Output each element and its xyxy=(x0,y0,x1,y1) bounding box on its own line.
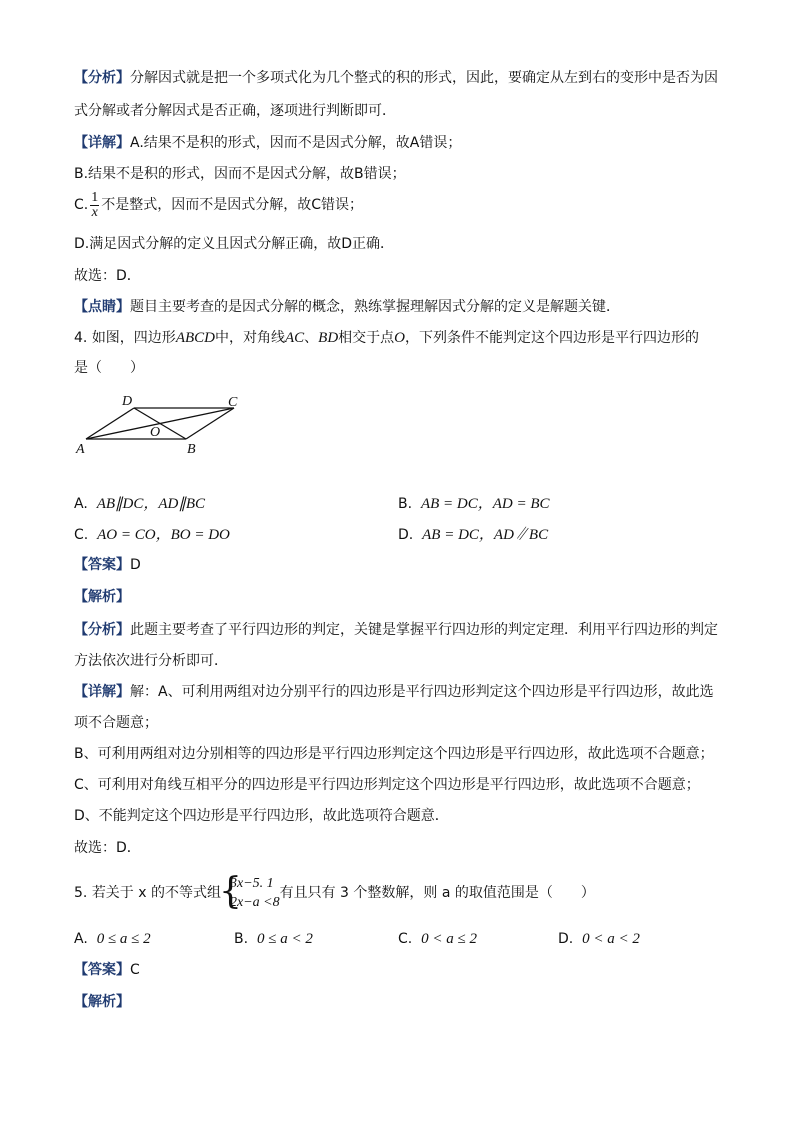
q4-option-c[interactable] xyxy=(74,525,230,545)
detail-text-1: A.结果不是积的形式，因而不是因式分解，故A错误； xyxy=(130,135,462,151)
q4-option-b[interactable] xyxy=(398,494,550,514)
q5-option-c-label: C. xyxy=(398,931,413,947)
q5-option-b-label: B. xyxy=(234,931,249,947)
q5-option-c[interactable] xyxy=(398,929,477,949)
comment-text: 题目主要考查的是因式分解的概念，熟练掌握理解因式分解的定义是解题关键． xyxy=(130,299,620,315)
inequality-2: 2x−a <8 xyxy=(230,895,280,910)
q5-option-a-label: A. xyxy=(74,931,88,947)
q5-stem-line xyxy=(74,870,595,916)
q4-stem-part-5: ，下列条件不能判定这个四边形是平行四边形的 xyxy=(405,330,699,346)
option-c-text: AO = CO，BO = DO xyxy=(97,527,230,543)
analysis-text-1: 分解因式就是把一个多项式化为几个整式的积的形式，因此，要确定从左到右的变形中是否为因 xyxy=(130,70,718,86)
inequality-system xyxy=(219,871,280,912)
q4-fx-text-1: 此题主要考查了平行四边形的判定，关键是掌握平行四边形的判定定理．利用平行四边形的判定 xyxy=(130,622,718,638)
detail-line-5: 故选：D． xyxy=(74,268,141,284)
q5-analysis-tag: 【解析】 xyxy=(74,994,130,1010)
q4-answer-value: D xyxy=(130,557,141,573)
q4-fx-tag: 【分析】 xyxy=(74,622,130,638)
q4-option-d[interactable] xyxy=(398,525,548,545)
q5-number: 5. xyxy=(74,885,92,901)
q4-xj-line-3: B、可利用两组对边分别相等的四边形是平行四边形判定这个四边形是平行四边形，故此选项不合题意； xyxy=(74,746,714,762)
option-a-label: A. xyxy=(74,496,88,512)
q4-stem-part-2: 中，对角线 xyxy=(214,330,285,346)
q4-xj-line-6: 故选：D． xyxy=(74,840,141,856)
q4-var-abcd: ABCD xyxy=(175,330,215,346)
q4-stem-part-3: 、 xyxy=(304,330,319,346)
detail-line-1 xyxy=(74,133,461,153)
q4-analysis-tag: 【解析】 xyxy=(74,589,130,605)
option-b-text: AB = DC，AD = BC xyxy=(420,496,550,512)
option-d-label: D. xyxy=(398,527,414,543)
q4-stem-line-2: 是（ ） xyxy=(74,360,144,376)
detail-line-2: B.结果不是积的形式，因而不是因式分解，故B错误； xyxy=(74,166,406,182)
q5-stem-part-1: 若关于 x 的不等式组 xyxy=(91,885,221,901)
label-d: D xyxy=(122,394,133,409)
q5-option-c-text: 0 < a ≤ 2 xyxy=(421,931,477,947)
q4-var-o: O xyxy=(394,330,405,346)
q4-option-a[interactable] xyxy=(74,494,205,514)
q5-answer-value: C xyxy=(130,962,140,978)
analysis-line-1 xyxy=(74,68,718,88)
comment-tag: 【点睛】 xyxy=(74,299,130,315)
q4-fx-line-1 xyxy=(74,620,718,640)
q4-xj-line-1 xyxy=(74,682,714,702)
label-o: O xyxy=(150,425,161,440)
q4-var-bd: BD xyxy=(318,330,339,346)
inequality-1: 3x−5. 1 xyxy=(230,876,274,891)
q4-stem-line-1 xyxy=(74,328,699,348)
q5-option-a[interactable] xyxy=(74,929,151,949)
q4-stem-part-1: 如图，四边形 xyxy=(91,330,176,346)
q5-analysis-tag-line xyxy=(74,992,130,1012)
option-d-text: AB = DC，AD∥BC xyxy=(422,527,549,543)
q5-option-d[interactable] xyxy=(558,929,640,949)
q4-xj-line-2: 项不合题意； xyxy=(74,715,158,731)
q4-var-ac: AC xyxy=(284,330,305,346)
detail-line-3-text: 不是整式，因而不是因式分解，故C错误； xyxy=(101,197,364,213)
label-b: B xyxy=(187,442,196,457)
q5-answer-tag: 【答案】 xyxy=(74,962,130,978)
q4-stem-part-4: 相交于点 xyxy=(338,330,395,346)
q4-xj-line-5: D、不能判定这个四边形是平行四边形，故此选项符合题意． xyxy=(74,808,449,824)
q5-option-b-text: 0 ≤ a < 2 xyxy=(256,931,313,947)
detail-line-3-prefix: C. xyxy=(74,197,89,213)
q5-answer-line xyxy=(74,960,140,980)
detail-line-3 xyxy=(74,190,363,220)
analysis-tag: 【分析】 xyxy=(74,70,130,86)
fraction-numerator: 1 xyxy=(91,189,99,205)
left-brace-icon: { xyxy=(219,871,242,912)
q4-xj-tag: 【详解】 xyxy=(74,684,130,700)
q4-xj-line-4: C、可利用对角线互相平分的四边形是平行四边形判定这个四边形是平行四边形，故此选项不合题意； xyxy=(74,777,700,793)
q5-option-a-text: 0 ≤ a ≤ 2 xyxy=(96,931,151,947)
q4-analysis-tag-line xyxy=(74,587,130,607)
parallelogram-figure xyxy=(74,394,254,474)
detail-tag: 【详解】 xyxy=(74,135,130,151)
fraction-denominator: x xyxy=(91,204,98,220)
q4-fx-line-2: 方法依次进行分析即可． xyxy=(74,653,228,669)
q4-answer-line xyxy=(74,555,141,575)
q4-answer-tag: 【答案】 xyxy=(74,557,130,573)
analysis-line-2: 式分解或者分解因式是否正确，逐项进行判断即可． xyxy=(74,103,396,119)
q5-stem-part-2: 有且只有 3 个整数解，则 a 的取值范围是（ ） xyxy=(279,885,595,901)
label-a: A xyxy=(76,442,85,457)
fraction-1-over-x xyxy=(90,191,99,220)
option-b-label: B. xyxy=(398,496,413,512)
q5-option-d-label: D. xyxy=(558,931,574,947)
q4-xj-text-1: 解：A、可利用两组对边分别平行的四边形是平行四边形判定这个四边形是平行四边形，故此选 xyxy=(130,684,714,700)
q4-number: 4. xyxy=(74,330,92,346)
comment-line xyxy=(74,297,620,317)
q5-option-b[interactable] xyxy=(234,929,313,949)
option-c-label: C. xyxy=(74,527,89,543)
label-c: C xyxy=(228,395,238,410)
q5-option-d-text: 0 < a < 2 xyxy=(582,931,640,947)
option-a-text: AB∥DC，AD∥BC xyxy=(96,496,206,512)
detail-line-4: D.满足因式分解的定义且因式分解正确，故D正确． xyxy=(74,236,395,252)
